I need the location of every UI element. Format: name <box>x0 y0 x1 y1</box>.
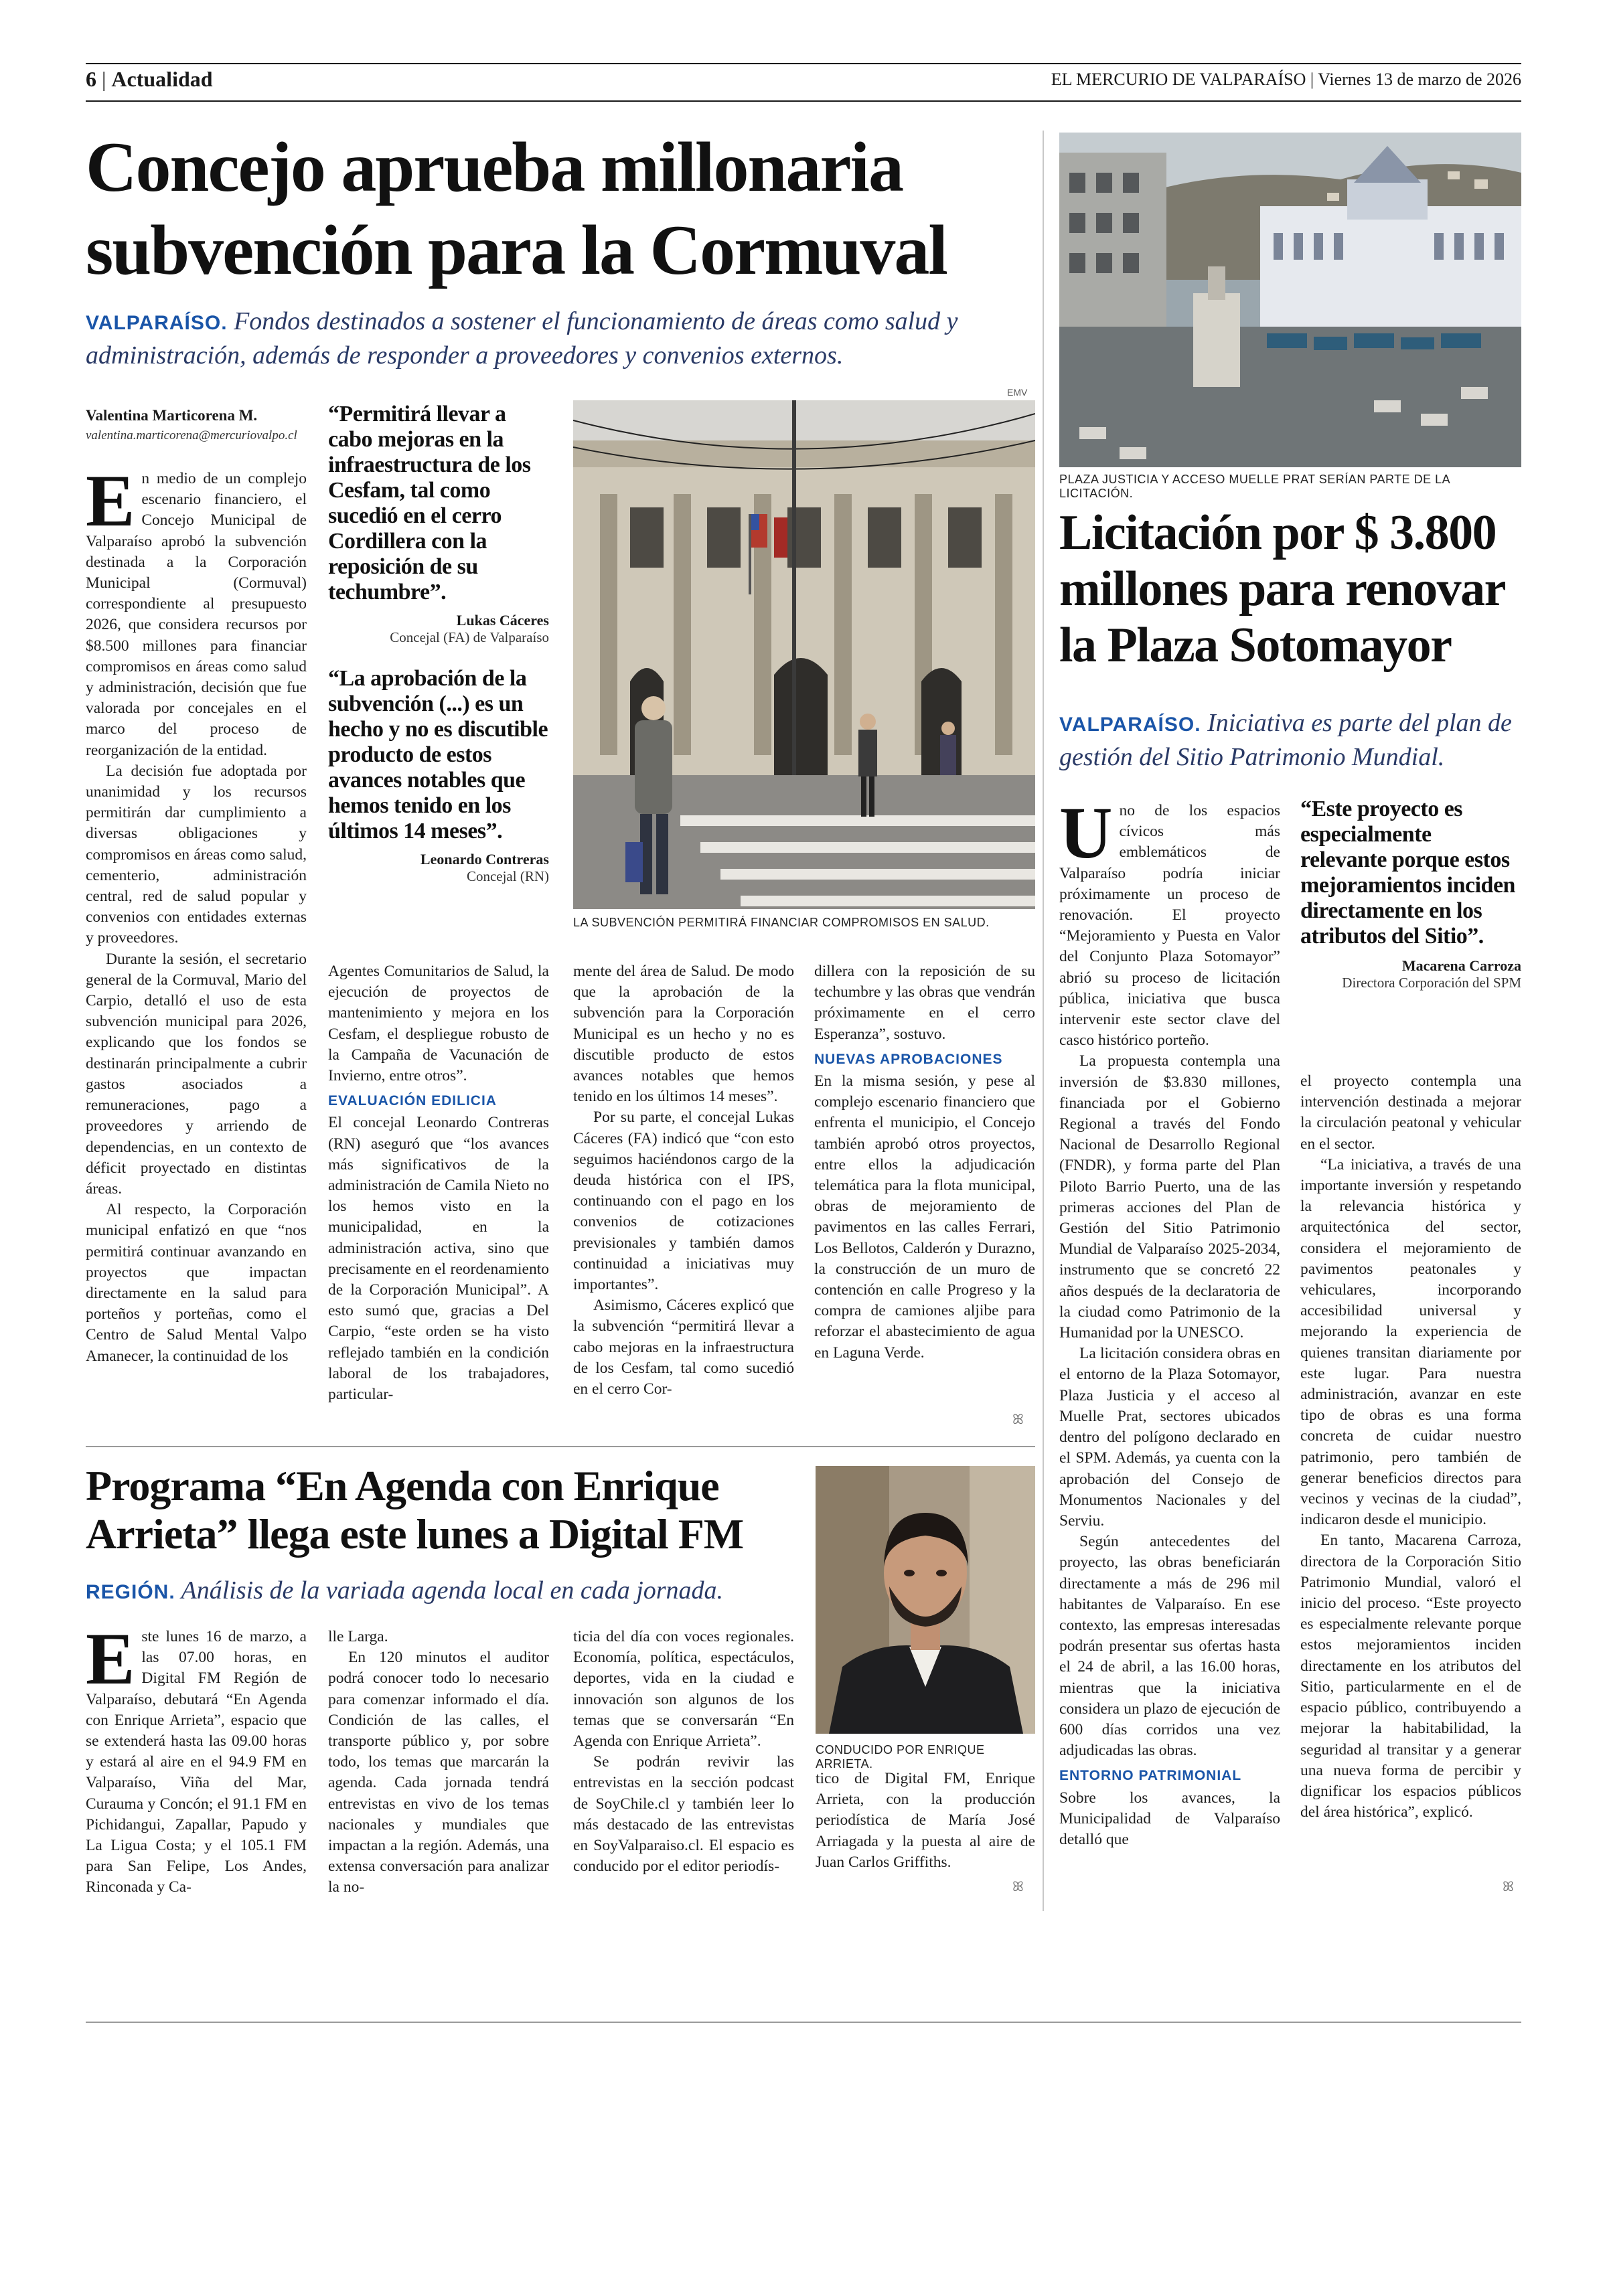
article2-paragraph: lle Larga. <box>328 1628 388 1645</box>
page-bottom-rule <box>86 2022 1521 2023</box>
article2-paragraph: En 120 minutos el auditor podrá conocer todo lo necesario para comenzar informado el día. Condición de las calles, el transporte público y, por sobre todo, los temas que marcarán la agenda. Cada jornada tendrá entrevistas en vivo de los temas nacionales y mundiales que impactan a la región. Además, una extensa conversación para analizar la no- <box>328 1649 549 1896</box>
article1-byline <box>86 407 307 443</box>
article1-headline-line2: subvención para la Cormuval <box>86 211 947 289</box>
quote-author: Lukas Cáceres <box>456 612 549 629</box>
newspaper-name: EL MERCURIO DE VALPARAÍSO <box>1051 70 1306 89</box>
article3-kicker-text: Iniciativa es parte del plan de gestión del Sitio Patrimonio Mundial. <box>1059 709 1512 771</box>
article3-quote <box>1300 797 1521 991</box>
article1-photo-caption: LA SUBVENCIÓN PERMITIRÁ FINANCIAR COMPROMISOS EN SALUD. <box>573 916 990 929</box>
article3-photo-caption: PLAZA JUSTICIA Y ACCESO MUELLE PRAT SERÍAN PARTE DE LA LICITACIÓN. <box>1059 473 1450 500</box>
photo-credit: EMV <box>1007 387 1028 398</box>
article1-subheading: NUEVAS APROBACIONES <box>814 1051 1003 1067</box>
author-name: Valentina Marticorena M. <box>86 407 258 424</box>
article3-end-mark: ꕤ <box>1503 1880 1514 1894</box>
article3-headline <box>1059 505 1521 673</box>
article2-paragraph: tico de Digital FM, Enrique Arrieta, con la producción periodística de María José Arriagada y la puesta al aire de Juan Carlos Griffiths. <box>816 1770 1035 1871</box>
article1-paragraph: n medio de un complejo escenario financiero, el Concejo Municipal de Valparaíso aprobó la subvención destinada a la Corporación Municipal (Cormuval) correspondiente al presupuesto 2026, que considera recursos por $8.500 millones para financiar compromisos en áreas como salud y administración, decisión que fue valorada por concejales en el marco del proceso de reorganización de la entidad. <box>86 470 307 759</box>
article1-column-4 <box>814 961 1035 1431</box>
article2-column-3 <box>573 1627 794 1901</box>
issue-date: Viernes 13 de marzo de 2026 <box>1318 70 1521 89</box>
article2-paragraph: Se podrán revivir las entrevistas en la sección podcast de SoyChile.cl y también leer lo más destacado de las entrevistas en SoyValparaiso.cl. El espacio es conducido por el editor periodís- <box>573 1753 794 1876</box>
quote-author-role: Directora Corporación del SPM <box>1342 975 1521 991</box>
article2-photo-caption: CONDUCIDO POR ENRIQUE ARRIETA. <box>816 1743 985 1771</box>
article3-column-1 <box>1059 801 1280 1905</box>
article1-kicker-location: VALPARAÍSO. <box>86 312 228 334</box>
article1-paragraph: Agentes Comunitarios de Salud, la ejecución de proyectos de mantenimiento y mejora en los Cesfam, el despliegue robusto de la Campaña de Vacunación de Invierno, entre otros”. <box>328 963 549 1085</box>
article1-paragraph: Al respecto, la Corporación municipal enfatizó en que “nos permitirá continuar avanzando en proyectos que impactan directamente en la salud para porteños y porteñas, como el Centro de Salud Mental Valpo Amanecer, la continuidad de los <box>86 1201 307 1365</box>
article3-headline-line2: millones para renovar <box>1059 562 1505 617</box>
article3-column-2 <box>1300 1071 1521 1905</box>
author-email: valentina.marticorena@mercuriovalpo.cl <box>86 428 297 442</box>
article3-photo <box>1059 133 1521 467</box>
section-name: Actualidad <box>111 67 213 91</box>
article2-column-1 <box>86 1627 307 1901</box>
quote-author-role: Concejal (FA) de Valparaíso <box>390 629 549 645</box>
article2-photo <box>816 1466 1035 1734</box>
article1-paragraph: Durante la sesión, el secretario general de la Cormuval, Mario del Carpio, detalló el uso de esta subvención municipal para 2026, explicando que los fondos se destinarán principalmente a cubrir gastos asociados a remuneraciones, pago a proveedores y arriendo de dependencias, en un contexto de déficit proyectado en distintas áreas. <box>86 950 307 1198</box>
article1-quote-1 <box>328 402 549 646</box>
article1-photo <box>573 400 1035 909</box>
building-photo-illustration <box>573 400 1035 909</box>
article3-paragraph: La propuesta contempla una inversión de $3.830 millones, financiada por el Gobierno Regional a través del Fondo Nacional de Desarrollo Regional (FNDR), y forma parte del Plan Piloto Barrio Puerto, una de las primeras acciones del Plan de Gestión del Sitio Patrimonio Mundial de Valparaíso 2025-2034, instrumento que se concretó 22 años después de la declaratoria de la ciudad como Patrimonio de la Humanidad por la UNESCO. <box>1059 1052 1280 1342</box>
article-divider <box>86 1446 1035 1447</box>
pull-quote: “La aprobación de la subvención (...) es un hecho y no es discutible producto de estos avances notables que hemos tenido en los últimos 14 meses”. <box>328 666 548 843</box>
page-folio: 6 | Actualidad <box>86 67 213 91</box>
article3-paragraph: En tanto, Macarena Carroza, directora de la Corporación Sitio Patrimonio Mundial, valoró el inicio del proceso. “Este proyecto es especialmente relevante porque estos mejoramientos inciden directamente en los atributos del Sitio, particularmente en el de espacio público, contribuyendo a mejorar la habitabilidad, la seguridad al transitar y a generar una nueva forma de percibir y dignificar los espacios públicos del área histórica”, explicó. <box>1300 1532 1521 1821</box>
article2-headline-line1: Programa “En Agenda con Enrique <box>86 1462 719 1509</box>
article2-column-4 <box>816 1769 1035 1902</box>
article3-headline-line1: Licitación por $ 3.800 <box>1059 505 1497 560</box>
article1-paragraph: El concejal Leonardo Contreras (RN) aseguró que “los avances más significativos de la administración de Camila Nieto no los hemos visto en la municipalidad, en la administración activa, sino que precisamente en el reordenamiento de la Corporación Municipal”. A esto sumó que, gracias a Del Carpio, “este orden se ha visto reflejado también en la condición laboral de los trabajadores, particular- <box>328 1114 549 1404</box>
article1-column-2 <box>328 961 549 1431</box>
header-top-rule <box>86 63 1521 64</box>
drop-cap: E <box>86 1627 135 1700</box>
article3-paragraph: La licitación considera obras en el entorno de la Plaza Sotomayor, Plaza Justicia y el acceso al Muelle Prat, sectores ubicados dentro del polígono declarado en el SPM. Además, ya cuenta con la aprobación del Consejo de Monumentos Nacionales y del Serviu. <box>1059 1345 1280 1530</box>
quote-author-role: Concejal (RN) <box>466 868 549 884</box>
article2-kicker-text: Análisis de la variada agenda local en cada jornada. <box>181 1576 724 1605</box>
article1-paragraph: dillera con la reposición de su techumbre y las obras que vendrán próximamente en el cerro Esperanza”, sostuvo. <box>814 963 1035 1043</box>
pull-quote: “Permitirá llevar a cabo mejoras en la infraestructura de los Cesfam, tal como sucedió en el cerro Cordillera con la reposición de su techumbre”. <box>328 402 531 604</box>
quote-author: Leonardo Contreras <box>420 851 549 868</box>
article2-paragraph: ticia del día con voces regionales. Economía, política, espectáculos, deportes, vida en la ciudad e innovación son algunos de los temas que se conversarán “En Agenda con Enrique Arrieta”. <box>573 1628 794 1750</box>
article1-paragraph: Por su parte, el concejal Lukas Cáceres (FA) indicó que “con esto seguimos haciéndonos cargo de la deuda histórica con el IPS, continuando con el pago en los convenios de cotizaciones previsionales y también damos continuidad a iniciativas muy importantes”. <box>573 1109 794 1294</box>
article2-headline <box>86 1462 795 1558</box>
article1-end-mark: ꕤ <box>1012 1412 1024 1427</box>
article2-headline-line2: Arrieta” llega este lunes a Digital FM <box>86 1510 744 1558</box>
article3-kicker-location: VALPARAÍSO. <box>1059 714 1201 736</box>
plaza-photo-illustration <box>1059 133 1521 467</box>
portrait-photo-illustration <box>816 1466 1035 1734</box>
article3-subheading: ENTORNO PATRIMONIAL <box>1059 1768 1242 1784</box>
masthead-info: EL MERCURIO DE VALPARAÍSO | Viernes 13 de marzo de 2026 <box>1051 70 1521 89</box>
article1-headline-line1: Concejo aprueba millonaria <box>86 128 903 206</box>
drop-cap: E <box>86 469 135 542</box>
page-number: 6 <box>86 67 96 91</box>
article3-headline-line3: la Plaza Sotomayor <box>1059 618 1452 673</box>
drop-cap: U <box>1059 801 1113 874</box>
article3-paragraph: Según antecedentes del proyecto, las obras beneficiarán directamente a más de 296 mil habitantes de Valparaíso. En ese contexto, las empresas interesadas podrán presentar sus ofertas hasta el 24 de abril, a las 16.00 horas, mientras que la iniciativa considera un plazo de ejecución de 600 días corridos una vez adjudicadas las obras. <box>1059 1533 1280 1760</box>
article1-kicker-text: Fondos destinados a sostener el funcionamiento de áreas como salud y administración, además de responder a proveedores y convenios externos. <box>86 307 958 370</box>
article1-paragraph: Asimismo, Cáceres explicó que la subvención “permitirá llevar a cabo mejoras en la infraestructura de los Cesfam, tal como sucedió en el cerro Cor- <box>573 1297 794 1398</box>
article1-paragraph: mente del área de Salud. De modo que la aprobación de la subvención para la Corporación Municipal es un hecho y no es discutible producto de estos avances notables que hemos tenido en los últimos 14 meses”. <box>573 963 794 1106</box>
article3-paragraph: Sobre los avances, la Municipalidad de Valparaíso detalló que <box>1059 1789 1280 1848</box>
quote-author: Macarena Carroza <box>1401 957 1521 974</box>
article2-column-2 <box>328 1627 549 1901</box>
article3-paragraph: no de los espacios cívicos más emblemáticos de Valparaíso podría iniciar próximamente un proceso de renovación. El proyecto “Mejoramiento y Puesta en Valor del Conjunto Plaza Sotomayor” abrió su proceso de licitación pública, iniciativa que busca intervenir este sector clave del casco histórico porteño. <box>1059 802 1280 1050</box>
article1-paragraph: En la misma sesión, y pese al complejo escenario financiero que enfrenta el municipio, el Concejo también aprobó otros proyectos, entre ellos la adjudicación telemática para la flota municipal, obras de mejoramiento de pavimentos en las calles Ferrari, Los Bellotos, Calderón y Durazno, la construcción de un muro de contención en calle Progreso y la compra de camiones aljibe para reforzar el abastecimiento de agua en Laguna Verde. <box>814 1072 1035 1362</box>
header-bottom-rule <box>86 100 1521 102</box>
article3-paragraph: el proyecto contempla una intervención destinada a mejorar la circulación peatonal y vehicular en el sector. <box>1300 1072 1521 1153</box>
article1-paragraph: La decisión fue adoptada por unanimidad y los recursos permitirán dar cumplimiento a diversas obligaciones y compromisos en áreas como salud, cementerio, administración central, red de salud popular y convenios con entidades externas y proveedores. <box>86 762 307 947</box>
article2-kicker-location: REGIÓN. <box>86 1581 175 1603</box>
article1-column-3 <box>573 961 794 1431</box>
section-divider <box>1043 131 1044 1911</box>
article1-column-1 <box>86 469 307 1431</box>
pull-quote: “Este proyecto es especialmente relevante porque estos mejoramientos inciden directamente en los atributos del Sitio”. <box>1300 797 1515 949</box>
article2-kicker <box>86 1574 795 1609</box>
article3-kicker <box>1059 707 1521 773</box>
article2-paragraph: ste lunes 16 de marzo, a las 07.00 horas, en Digital FM Región de Valparaíso, debutará “En Agenda con Enrique Arrieta”, espacio que se extenderá hasta las 09.00 horas y estará al aire en el 94.9 FM en Valparaíso, Viña del Mar, Curauma y Concón; el 91.1 FM en Pichidangui, Zapallar, Papudo y La Ligua Costa; y el 105.1 FM para San Felipe, Los Andes, Rinconada y Ca- <box>86 1628 307 1896</box>
article2-end-mark: ꕤ <box>1012 1880 1024 1894</box>
article1-kicker <box>86 305 1037 372</box>
article1-subheading: EVALUACIÓN EDILICIA <box>328 1093 497 1109</box>
article3-paragraph: “La iniciativa, a través de una importante inversión y respetando la relevancia histórica y arquitectónica del sector, considera el mejoramiento de pavimentos peatonales y vehiculares, incorporando accesibilidad universal y mejorando la experiencia de quienes transitan diariamente por este lugar. Para nuestra administración, avanzar en este tipo de obras es una forma concreta de cuidar nuestro patrimonio, pero también de generar beneficios directos para vecinos y vecinas de la ciudad”, indicaron desde el municipio. <box>1300 1155 1521 1529</box>
article1-quote-2 <box>328 666 549 885</box>
article1-headline <box>86 126 1037 292</box>
